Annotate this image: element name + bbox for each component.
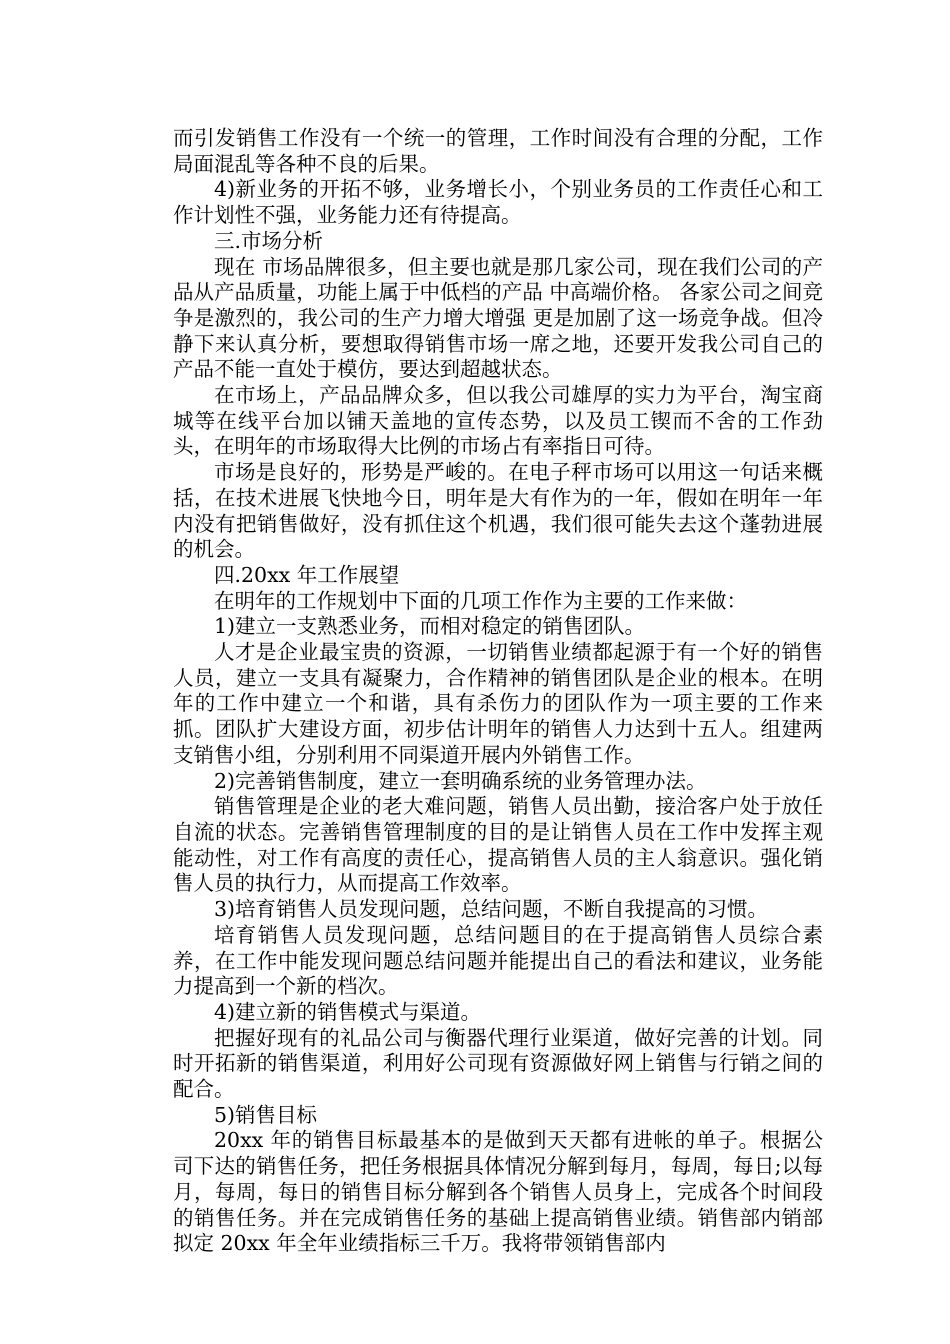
paragraph: 把握好现有的礼品公司与衡器代理行业渠道，做好完善的计划。同时开拓新的销售渠道，利用好公司现有资源做好网上销售与行销之间的配合。: [173, 1025, 823, 1102]
paragraph: 市场是良好的，形势是严峻的。在电子秤市场可以用这一句话来概括，在技术进展飞快地今日，明年是大有作为的一年，假如在明年一年内没有把销售做好，没有抓住这个机遇，我们很可能失去这个蓬勃进展的机会。: [173, 460, 823, 562]
paragraph: 2)完善销售制度，建立一套明确系统的业务管理办法。: [214, 768, 707, 793]
paragraph: 5)销售目标: [214, 1102, 318, 1127]
paragraph: 4)新业务的开拓不够，业务增长小，个别业务员的工作责任心和工作计划性不强，业务能力还有待提高。: [173, 177, 823, 228]
paragraph: 销售管理是企业的老大难问题，销售人员出勤，接洽客户处于放任自流的状态。完善销售管理制度的目的是让销售人员在工作中发挥主观能动性，对工作有高度的责任心，提高销售人员的主人翁意识。强化销售人员的执行力，从而提高工作效率。: [173, 794, 823, 896]
paragraph: 现在 市场品牌很多，但主要也就是那几家公司，现在我们公司的产品从产品质量，功能上属于中低档的产品 中高端价格。 各家公司之间竞争是激烈的，我公司的生产力增大增强 更是加剧了这一场竞争战。但冷静下来认真分析，要想取得销售市场一席之地，还要开发我公司自己的产品不能一直处于模仿，要达到超越状态。: [173, 254, 823, 382]
paragraph: 在明年的工作规划中下面的几项工作作为主要的工作来做：: [214, 588, 747, 613]
document-body: [173, 126, 823, 1257]
paragraph: 4)建立新的销售模式与渠道。: [214, 999, 482, 1024]
paragraph: 而引发销售工作没有一个统一的管理，工作时间没有合理的分配，工作局面混乱等各种不良的后果。: [173, 126, 823, 176]
paragraph: 在市场上，产品品牌众多，但以我公司雄厚的实力为平台，淘宝商城等在线平台加以铺天盖地的宣传态势，以及员工锲而不舍的工作劲头，在明年的市场取得大比例的市场占有率指日可待。: [173, 383, 823, 459]
paragraph: 四.20xx 年工作展望: [214, 562, 400, 587]
paragraph: 三.市场分析: [214, 228, 324, 253]
paragraph: 20xx 年的销售目标最基本的是做到天天都有进帐的单子。根据公司下达的销售任务，把任务根据具体情况分解到每月，每周，每日;以每月，每周，每日的销售目标分解到各个销售人员身上，完成各个时间段的销售任务。并在完成销售任务的基础上提高销售业绩。销售部内销部拟定 20xx 年全年业绩指标三千万。我将带领销售部内: [173, 1128, 823, 1256]
paragraph: 培育销售人员发现问题，总结问题目的在于提高销售人员综合素养，在工作中能发现问题总结问题并能提出自己的看法和建议，业务能力提高到一个新的档次。: [173, 922, 823, 999]
paragraph: 人才是企业最宝贵的资源，一切销售业绩都起源于有一个好的销售人员，建立一支具有凝聚力，合作精神的销售团队是企业的根本。在明年的工作中建立一个和谐，具有杀伤力的团队作为一项主要的工作来抓。团队扩大建设方面，初步估计明年的销售人力达到十五人。组建两支销售小组，分别利用不同渠道开展内外销售工作。: [173, 640, 823, 767]
paragraph: 1)建立一支熟悉业务，而相对稳定的销售团队。: [214, 614, 646, 639]
paragraph: 3)培育销售人员发现问题，总结问题，不断自我提高的习惯。: [214, 897, 769, 922]
